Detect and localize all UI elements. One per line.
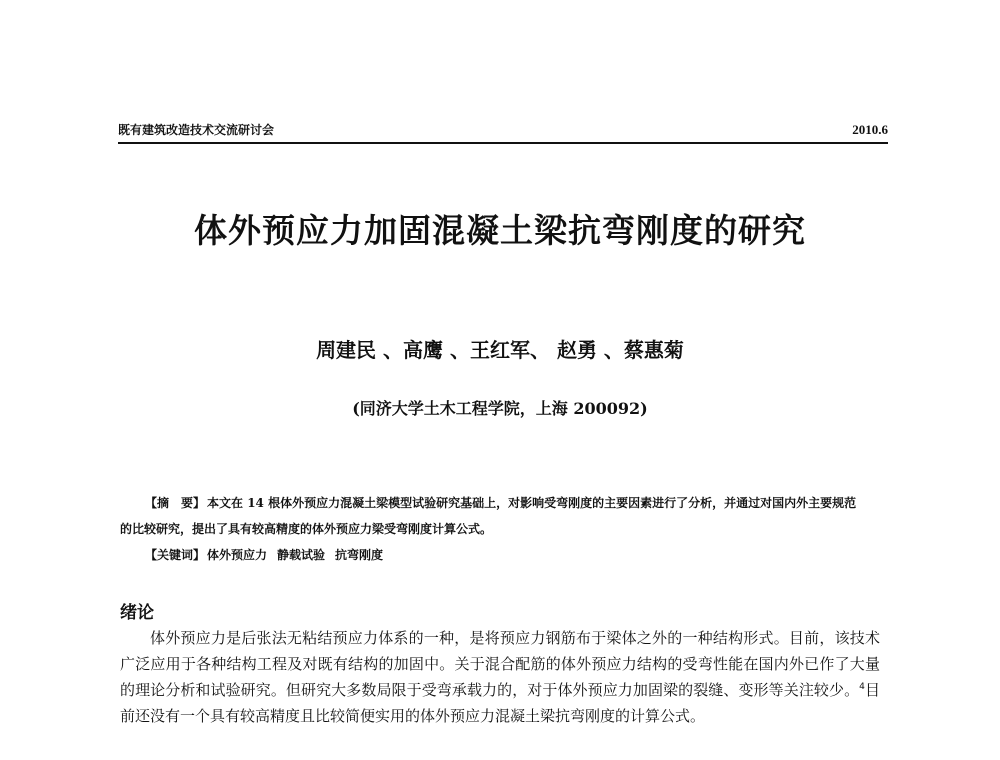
paper-title: 体外预应力加固混凝土梁抗弯刚度的研究 xyxy=(194,211,806,250)
affiliation: (同济大学土木工程学院，上海 200092) xyxy=(352,399,648,418)
keywords xyxy=(145,542,865,568)
conference-name: 既有建筑改造技术交流研讨会 xyxy=(118,123,275,137)
issue-date: 2010.6 xyxy=(852,122,888,137)
reference-marker[interactable]: 4 xyxy=(859,682,865,692)
introduction-paragraph xyxy=(120,625,880,729)
abstract-text: 本文在 14 根体外预应力混凝土梁模型试验研究基础上，对影响受弯刚度的主要因素进行了分析，并通过对国内外主要规范的比较研究，提出了具有较高精度的体外预应力梁受弯刚度计算公式。 xyxy=(120,496,857,536)
paragraph-text: 目前还没有一个具有较高精度且比较简便实用的体外预应力混凝土梁抗弯刚度的计算公式。 xyxy=(120,681,880,725)
author-list: 周建民 、高鹰 、王红军、 赵勇 、蔡惠菊 xyxy=(316,338,684,362)
section-heading-introduction: 绪论 xyxy=(120,603,154,623)
paragraph-text: 体外预应力是后张法无粘结预应力体系的一种，是将预应力钢筋布于梁体之外的一种结构形式。目前，该技术广泛应用于各种结构工程及对既有结构的加固中。关于混合配筋的体外预应力结构的受弯性能在国内外已作了大量的理论分析和试验研究。但研究大多数局限于受弯承载力的，对于体外预应力加固梁的裂缝、变形等关注较少。 xyxy=(120,629,880,699)
keywords-label: 【关键词】 xyxy=(145,548,206,562)
keyword: 体外预应力 xyxy=(207,548,268,562)
keyword: 静载试验 xyxy=(277,548,326,562)
abstract-label: 【摘 要】 xyxy=(145,496,206,510)
abstract xyxy=(120,490,865,542)
running-header xyxy=(118,120,888,144)
keyword: 抗弯刚度 xyxy=(335,548,384,562)
